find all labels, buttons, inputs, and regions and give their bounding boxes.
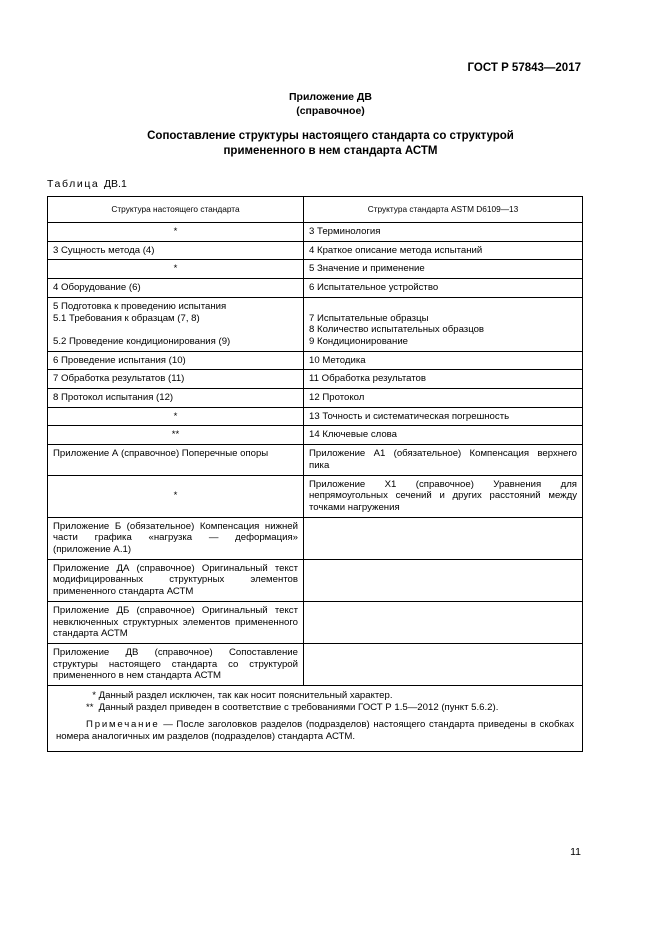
cell-left: 7 Обработка результатов (11)	[48, 370, 304, 389]
cell-right: 4 Краткое описание метода испытаний	[304, 241, 583, 260]
table-note	[56, 719, 574, 742]
cell-left: Приложение ДА (справочное) Оригинальный текст модифицированных структурных элементов примененного стандарта АСТМ	[48, 559, 304, 601]
footnotes-row	[48, 686, 583, 752]
footnote-2	[56, 702, 574, 714]
table-row	[48, 241, 583, 260]
cell-line: 8 Количество испытательных образцов	[309, 324, 485, 336]
cell-right: 3 Терминология	[304, 223, 583, 242]
cell-right	[304, 559, 583, 601]
footnotes-cell	[48, 686, 583, 752]
cell-left: *	[48, 475, 304, 517]
table-caption-word: Таблица	[47, 178, 100, 190]
cell-left: 8 Протокол испытания (12)	[48, 389, 304, 408]
appendix-heading	[0, 90, 661, 118]
cell-right	[304, 297, 583, 351]
cell-right: 10 Методика	[304, 351, 583, 370]
cell-left: 6 Проведение испытания (10)	[48, 351, 304, 370]
cell-left: 4 Оборудование (6)	[48, 279, 304, 298]
table-row	[48, 426, 583, 445]
cell-right: 14 Ключевые слова	[304, 426, 583, 445]
table-row	[48, 517, 583, 559]
cell-left: *	[48, 223, 304, 242]
cell-left: Приложение ДБ (справочное) Оригинальный текст невключенных структурных элементов примененного стандарта АСТМ	[48, 601, 304, 643]
table-row	[48, 279, 583, 298]
table-row	[48, 407, 583, 426]
table-row	[48, 445, 583, 475]
table-row	[48, 351, 583, 370]
table-row	[48, 559, 583, 601]
cell-left: *	[48, 260, 304, 279]
cell-line: 5 Подготовка к проведению испытания	[53, 300, 227, 312]
footnote-mark: *	[92, 690, 96, 702]
footnote-1	[56, 690, 574, 702]
cell-right: 5 Значение и применение	[304, 260, 583, 279]
title-line-1: Сопоставление структуры настоящего стандарта со структурой	[147, 130, 514, 142]
note-label: Примечание	[86, 719, 160, 731]
document-title	[0, 129, 661, 158]
cell-right: 12 Протокол	[304, 389, 583, 408]
footnote-text: Данный раздел исключен, так как носит пояснительный характер.	[98, 690, 393, 702]
table-caption	[47, 178, 127, 190]
cell-right: Приложение Х1 (справочное) Уравнения для непрямоугольных сечений и других расстояний между точками нагружения	[304, 475, 583, 517]
col1-header: Структура настоящего стандарта	[48, 197, 304, 223]
footnote-mark: **	[86, 701, 94, 713]
table-row	[48, 389, 583, 408]
page-number: 11	[570, 846, 581, 858]
cell-right: Приложение А1 (обязательное) Компенсация верхнего пика	[304, 445, 583, 475]
cell-line: 9 Кондиционирование	[309, 335, 409, 347]
note-text: — После заголовков разделов (подразделов) настоящего стандарта приведены в скобках номера аналогичных им разделов (подразделов) стандарта АСТМ.	[56, 719, 574, 743]
table-row	[48, 643, 583, 685]
cell-right	[304, 601, 583, 643]
table-row	[48, 260, 583, 279]
title-line-2: примененного в нем стандарта АСТМ	[223, 144, 438, 157]
cell-line: 5.2 Проведение кондиционирования (9)	[53, 335, 231, 347]
table-caption-number: ДВ.1	[103, 178, 127, 190]
appendix-name: Приложение ДВ	[289, 91, 372, 103]
cell-right: 11 Обработка результатов	[304, 370, 583, 389]
cell-line: 5.1 Требования к образцам (7, 8)	[53, 312, 200, 324]
cell-right	[304, 517, 583, 559]
cell-left: Приложение Б (обязательное) Компенсация нижней части графика «нагрузка — деформация» (приложение А.1)	[48, 517, 304, 559]
cell-left: Приложение ДВ (справочное) Сопоставление структуры настоящего стандарта со структурой примененного в нем стандарта АСТМ	[48, 643, 304, 685]
table-row	[48, 223, 583, 242]
standard-id: ГОСТ Р 57843—2017	[467, 62, 581, 74]
cell-left: *	[48, 407, 304, 426]
cell-left: 3 Сущность метода (4)	[48, 241, 304, 260]
table-header-row	[48, 197, 583, 223]
col2-header: Структура стандарта ASTM D6109—13	[304, 197, 583, 223]
cell-right	[304, 643, 583, 685]
cell-left	[48, 297, 304, 351]
table-row	[48, 601, 583, 643]
cell-right: 13 Точность и систематическая погрешность	[304, 407, 583, 426]
comparison-table	[47, 196, 583, 752]
cell-right: 6 Испытательное устройство	[304, 279, 583, 298]
footnote-text: Данный раздел приведен в соответствие с требованиями ГОСТ Р 1.5—2012 (пункт 5.6.2).	[98, 701, 499, 713]
table-row	[48, 475, 583, 517]
table-row	[48, 370, 583, 389]
cell-line: 7 Испытательные образцы	[309, 312, 429, 324]
cell-left: **	[48, 426, 304, 445]
table-row	[48, 297, 583, 351]
cell-left: Приложение А (справочное) Поперечные опоры	[48, 445, 304, 475]
appendix-kind: (справочное)	[296, 105, 365, 117]
